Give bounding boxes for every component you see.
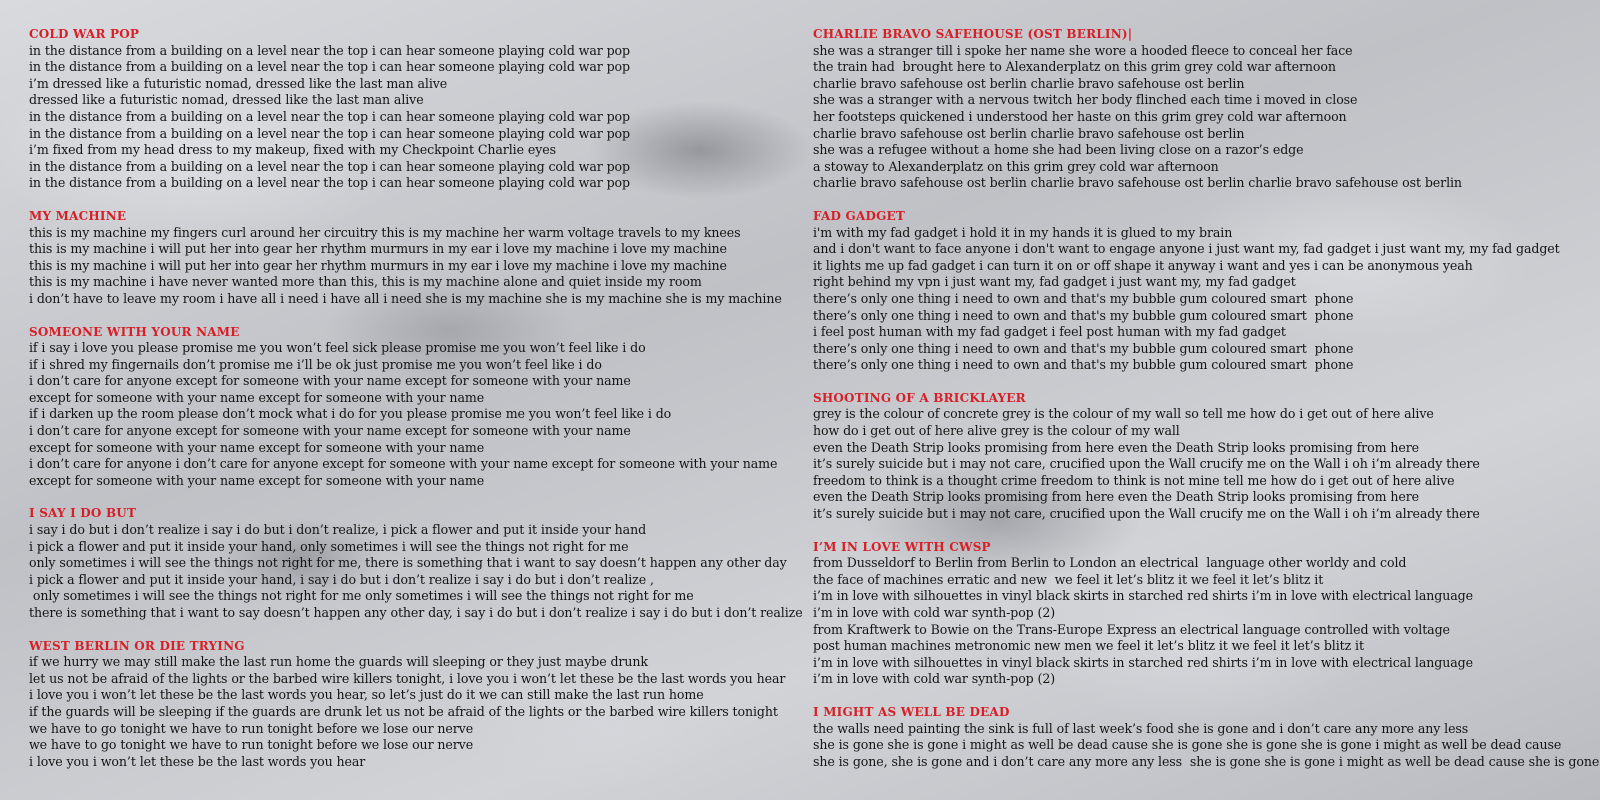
lyric-line: she was a stranger with a nervous twitch her body flinched each time i moved in close — [813, 92, 1358, 108]
lyric-line: i’m in love with cold war synth-pop (2) — [813, 605, 1056, 620]
lyric-line: in the distance from a building on a level near the top i can hear someone playing cold war pop — [29, 158, 630, 174]
lyric-line: there’s only one thing i need to own and that's my bubble gum coloured smart phone — [813, 290, 1354, 306]
lyric-line: the face of machines erratic and new we feel it let’s blitz it we feel it let’s blitz it — [813, 571, 1324, 587]
lyric-line: i don’t have to leave my room i have all i need i have all i need she is my machine she is my machine she is my machine — [29, 290, 782, 306]
song-title: SOMEONE WITH YOUR NAME — [29, 324, 240, 339]
lyric-line: i'm with my fad gadget i hold it in my hands it is glued to my brain — [813, 224, 1233, 240]
lyric-line: we have to go tonight we have to run tonight before we lose our nerve — [29, 737, 474, 753]
song-title: CHARLIE BRAVO SAFEHOUSE (OST BERLIN)| — [813, 27, 1133, 41]
lyric-line: i’m in love with silhouettes in vinyl black skirts in starched red shirts i’m in love with electrical language — [813, 654, 1473, 670]
lyric-line: she was a refugee without a home she had been living close on a razor’s edge — [813, 142, 1304, 158]
lyric-line: i pick a flower and put it inside your hand, only sometimes i will see the things not right for me — [29, 538, 629, 554]
lyric-line: right behind my vpn i just want my, fad gadget i just want my, my fad gadget — [813, 274, 1296, 290]
lyric-line: i’m dressed like a futuristic nomad, dressed like the last man alive — [29, 75, 448, 91]
lyric-line: charlie bravo safehouse ost berlin charlie bravo safehouse ost berlin — [813, 75, 1245, 91]
lyric-line: this is my machine i will put her into gear her rhythm murmurs in my ear i love my machine i love my machine — [29, 241, 727, 257]
lyric-line: except for someone with your name except for someone with your name — [29, 439, 485, 455]
lyric-line: a stoway to Alexanderplatz on this grim grey cold war afternoon — [813, 158, 1219, 174]
lyric-line: except for someone with your name except for someone with your name — [29, 472, 485, 488]
lyric-line: from Dusseldorf to Berlin from Berlin to London an electrical language other worldy and cold — [813, 555, 1407, 571]
song-title: WEST BERLIN OR DIE TRYING — [29, 638, 245, 653]
song-someone-with-your-name — [29, 324, 789, 490]
song-west-berlin-or-die-trying — [29, 638, 789, 771]
lyric-line: i don’t care for anyone except for someone with your name except for someone with your name — [29, 423, 631, 439]
song-title: FAD GADGET — [813, 208, 905, 223]
lyric-line: only sometimes i will see the things not right for me, there is something that i want to say doesn’t happen any other day — [29, 555, 787, 571]
song-im-in-love-with-cwsp — [813, 539, 1593, 688]
lyric-line: i’m in love with cold war synth-pop (2) — [813, 671, 1056, 687]
lyric-line: dressed like a futuristic nomad, dressed like the last man alive — [29, 92, 424, 108]
lyric-line: if i darken up the room please don’t mock what i do for you please promise me you won’t feel like i do — [29, 406, 672, 422]
lyric-line: and i don't want to face anyone i don't want to engage anyone i just want my, fad gadget i just want my, my fad gadget — [813, 241, 1560, 257]
song-title: I’M IN LOVE WITH CWSP — [813, 539, 991, 554]
lyric-line: if we hurry we may still make the last run home the guards will sleeping or they just maybe drunk — [29, 654, 648, 670]
song-title: I MIGHT AS WELL BE DEAD — [813, 704, 1010, 719]
lyric-line: in the distance from a building on a level near the top i can hear someone playing cold war pop — [29, 59, 630, 75]
lyric-line: i pick a flower and put it inside your hand, i say i do but i don’t realize i say i do but i don’t realize , — [29, 571, 654, 587]
lyric-line: i love you i won’t let these be the last words you hear — [29, 753, 366, 769]
lyric-line: even the Death Strip looks promising from here even the Death Strip looks promising from here — [813, 439, 1419, 455]
lyric-line: in the distance from a building on a level near the top i can hear someone playing cold war pop — [29, 175, 630, 191]
lyric-line: in the distance from a building on a level near the top i can hear someone playing cold war pop — [29, 108, 630, 124]
song-title: MY MACHINE — [29, 208, 127, 223]
song-title: SHOOTING OF A BRICKLAYER — [813, 390, 1026, 405]
lyric-line: i feel post human with my fad gadget i feel post human with my fad gadget — [813, 324, 1286, 340]
lyric-line: let us not be afraid of the lights or the barbed wire killers tonight, i love you i won’t let these be the last words you hear — [29, 670, 786, 686]
song-shooting-of-a-bricklayer — [813, 390, 1593, 523]
lyric-line: i don’t care for anyone i don’t care for anyone except for someone with your name except for someone with your name — [29, 456, 778, 472]
lyric-line: if i say i love you please promise me you won’t feel sick please promise me you won’t feel like i do — [29, 340, 646, 356]
lyric-line: i love you i won’t let these be the last words you hear, so let’s just do it we can still make the last run home — [29, 687, 704, 703]
lyric-line: there is something that i want to say doesn’t happen any other day, i say i do but i don’t realize i say i do but i don’t realize — [29, 605, 803, 620]
lyric-line: this is my machine my fingers curl around her circuitry this is my machine her warm voltage travels to my knees — [29, 224, 741, 240]
lyric-line: i’m in love with silhouettes in vinyl black skirts in starched red shirts i’m in love with electrical language — [813, 588, 1473, 604]
lyric-line: her footsteps quickened i understood her haste on this grim grey cold war afternoon — [813, 108, 1347, 124]
lyric-line: charlie bravo safehouse ost berlin charlie bravo safehouse ost berlin charlie bravo safehouse ost berlin — [813, 175, 1462, 191]
lyric-line: i’m fixed from my head dress to my makeup, fixed with my Checkpoint Charlie eyes — [29, 142, 556, 158]
song-cold-war-pop — [29, 26, 789, 192]
lyric-line: in the distance from a building on a level near the top i can hear someone playing cold war pop — [29, 42, 630, 58]
lyric-line: i say i do but i don’t realize i say i do but i don’t realize, i pick a flower and put it inside your hand — [29, 522, 647, 538]
song-my-machine — [29, 208, 789, 308]
lyric-line: it lights me up fad gadget i can turn it on or off shape it anyway i want and yes i can be anonymous yeah — [813, 257, 1473, 273]
lyric-line: there’s only one thing i need to own and that's my bubble gum coloured smart phone — [813, 340, 1354, 356]
lyric-line: this is my machine i have never wanted more than this, this is my machine alone and quiet inside my room — [29, 274, 702, 290]
song-fad-gadget — [813, 208, 1593, 374]
lyric-line: she was a stranger till i spoke her name she wore a hooded fleece to conceal her face — [813, 42, 1353, 58]
lyric-line: she is gone she is gone i might as well be dead cause she is gone she is gone she is gone i might as well be dead cause — [813, 737, 1562, 753]
song-title: I SAY I DO BUT — [29, 506, 137, 521]
lyric-line: we have to go tonight we have to run tonight before we lose our nerve — [29, 720, 474, 736]
lyric-line: the walls need painting the sink is full of last week’s food she is gone and i don’t care any more any less — [813, 720, 1469, 736]
lyric-line: there’s only one thing i need to own and that's my bubble gum coloured smart phone — [813, 307, 1354, 323]
lyric-line: if the guards will be sleeping if the guards are drunk let us not be afraid of the lights or the barbed wire killers tonight — [29, 703, 778, 719]
lyric-line: it’s surely suicide but i may not care, crucified upon the Wall crucify me on the Wall i oh i’m already there — [813, 456, 1480, 472]
lyric-line: from Kraftwerk to Bowie on the Trans-Europe Express an electrical language controlled with voltage — [813, 621, 1450, 637]
song-title: COLD WAR POP — [29, 27, 140, 41]
lyric-line: even the Death Strip looks promising from here even the Death Strip looks promising from here — [813, 489, 1419, 505]
lyric-line: freedom to think is a thought crime freedom to think is not mine tell me how do i get out of here alive — [813, 472, 1455, 488]
left-lyrics-column — [29, 26, 803, 786]
lyric-line: there’s only one thing i need to own and that's my bubble gum coloured smart phone — [813, 357, 1354, 373]
lyric-line: the train had brought here to Alexanderplatz on this grim grey cold war afternoon — [813, 59, 1336, 75]
lyric-line: in the distance from a building on a level near the top i can hear someone playing cold war pop — [29, 125, 630, 141]
lyric-line: only sometimes i will see the things not right for me only sometimes i will see the things not right for me — [29, 588, 694, 604]
lyric-line: if i shred my fingernails don’t promise me i’ll be ok just promise me you won’t feel like i do — [29, 356, 602, 372]
lyric-line: she is gone, she is gone and i don’t care any more any less she is gone she is gone i might as well be dead cause she is gone — [813, 753, 1600, 769]
lyric-line: this is my machine i will put her into gear her rhythm murmurs in my ear i love my machine i love my machine — [29, 257, 727, 273]
right-lyrics-column — [813, 26, 1600, 786]
song-i-might-as-well-be-dead — [813, 704, 1600, 770]
lyric-line: post human machines metronomic new men we feel it let’s blitz it we feel it let’s blitz it — [813, 638, 1364, 654]
lyric-line: except for someone with your name except for someone with your name — [29, 389, 485, 405]
lyric-line: how do i get out of here alive grey is the colour of my wall — [813, 423, 1180, 439]
lyric-line: grey is the colour of concrete grey is the colour of my wall so tell me how do i get out of here alive — [813, 406, 1434, 422]
lyric-line: charlie bravo safehouse ost berlin charlie bravo safehouse ost berlin — [813, 125, 1245, 141]
song-charlie-bravo-safehouse — [813, 26, 1593, 192]
song-i-say-i-do-but — [29, 505, 803, 621]
lyric-line: it’s surely suicide but i may not care, crucified upon the Wall crucify me on the Wall i oh i’m already there — [813, 506, 1480, 522]
lyric-line: i don’t care for anyone except for someone with your name except for someone with your name — [29, 373, 631, 389]
